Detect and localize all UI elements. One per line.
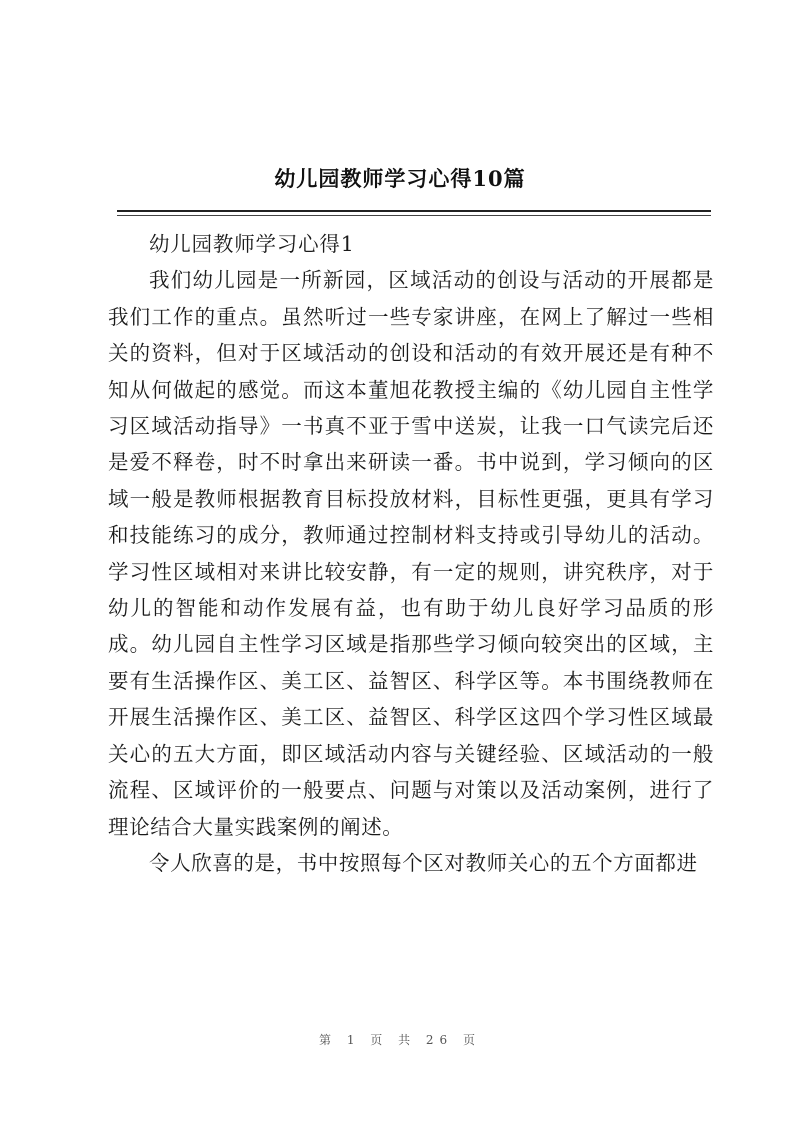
- title-divider-thin: [117, 215, 711, 216]
- body-paragraph: 我们幼儿园是一所新园，区域活动的创设与活动的开展都是我们工作的重点。虽然听过一些专家讲座，在网上了解过一些相关的资料，但对于区域活动的创设和活动的有效开展还是有种不知从何做起的感觉。而这本董旭花教授主编的《幼儿园自主性学习区域活动指导》一书真不亚于雪中送炭，让我一口气读完后还是爱不释卷，时不时拿出来研读一番。书中说到，学习倾向的区域一般是教师根据教育目标投放材料，目标性更强，更具有学习和技能练习的成分，教师通过控制材料支持或引导幼儿的活动。学习性区域相对来讲比较安静，有一定的规则，讲究秩序，对于幼儿的智能和动作发展有益，也有助于幼儿良好学习品质的形成。幼儿园自主性学习区域是指那些学习倾向较突出的区域，主要有生活操作区、美工区、益智区、科学区等。本书围绕教师在开展生活操作区、美工区、益智区、科学区这四个学习性区域最关心的五大方面，即区域活动内容与关键经验、区域活动的一般流程、区域评价的一般要点、问题与对策以及活动案例，进行了理论结合大量实践案例的阐述。: [108, 268, 714, 839]
- page-footer: 第 1 页 共 26 页: [319, 1033, 481, 1047]
- title-divider-thick: [117, 210, 711, 212]
- body-paragraph: 令人欣喜的是，书中按照每个区对教师关心的五个方面都进: [149, 850, 698, 875]
- document-body: [108, 226, 714, 881]
- section-heading: 幼儿园教师学习心得1: [149, 232, 355, 256]
- document-title: 幼儿园教师学习心得10篇: [274, 166, 526, 191]
